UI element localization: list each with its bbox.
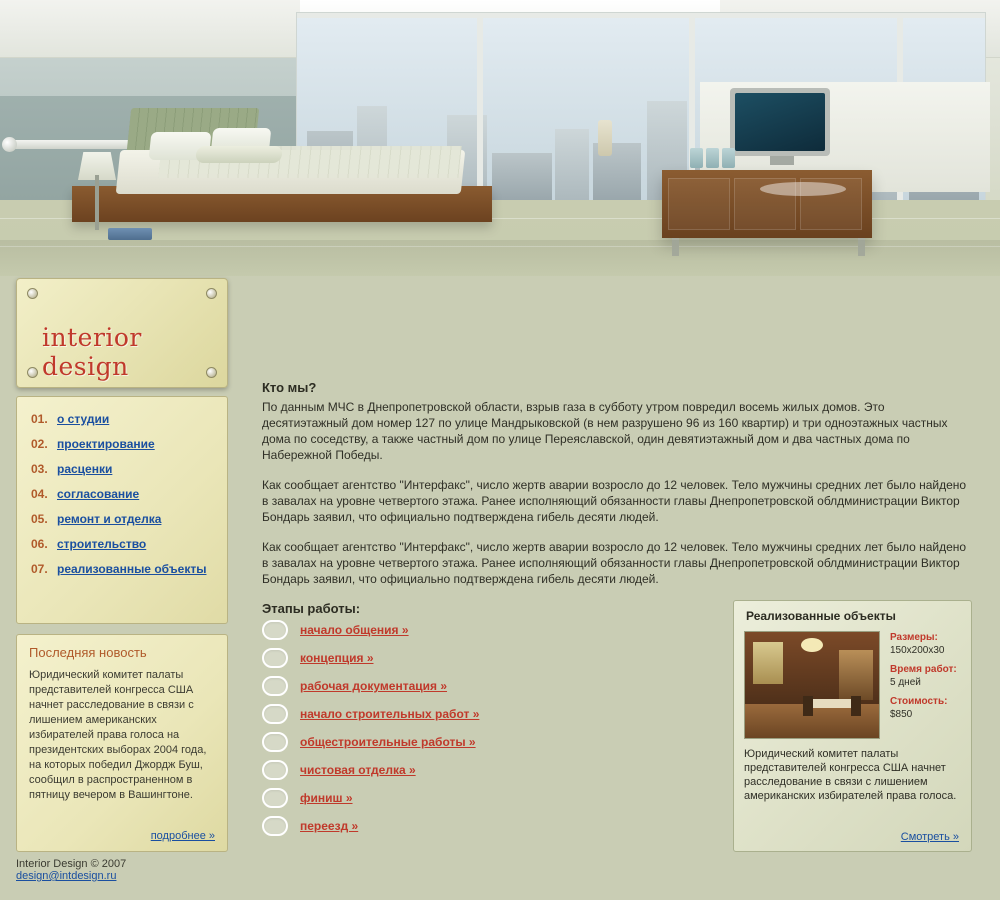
stage-link-koncepciya[interactable]: концепция » <box>300 651 374 665</box>
latest-news-box <box>16 634 228 852</box>
news-body: Юридический комитет палаты представителей конгресса США начнет расследование в связи с лишением американских избирателей права голоса на президентских выборах 2004 года, на которых победил Джордж Буш, сообщил в распространенном в пятницу вечером в Вашингтоне. <box>29 669 207 801</box>
bullet-icon <box>262 620 288 640</box>
lamp-stand <box>95 175 99 230</box>
nav-number: 04. <box>31 487 48 501</box>
stage-link-rabochaya-dokumentaciya[interactable]: рабочая документация » <box>300 679 448 693</box>
promo-view-link[interactable]: Смотреть » <box>900 831 959 843</box>
nav-item-remont-i-otdelka[interactable] <box>17 507 227 532</box>
bullet-icon <box>262 676 288 696</box>
nav-label[interactable]: о студии <box>57 412 110 426</box>
decor-plate <box>760 182 846 196</box>
nav-label[interactable]: расценки <box>57 462 113 476</box>
paragraph-2: Как сообщает агентство "Интерфакс", число жертв аварии возросло до 12 человек. Тело мужчины средних лет было найдено в завалах на уровне четвертого этажа. Ранее исполняющий обязанности главы Днепропетровской облдминистрации Виктор Бондарь заявил, что официально подтверждена гибель десяти людей. <box>262 478 967 524</box>
nav-label[interactable]: проектирование <box>57 437 155 451</box>
bullet-icon <box>262 704 288 724</box>
promo-title: Реализованные объекты <box>746 609 896 623</box>
stage-link-obshestroitelnye-raboty[interactable]: общестроительные работы » <box>300 735 476 749</box>
bullet-icon <box>262 732 288 752</box>
bullet-icon <box>262 760 288 780</box>
nav-label[interactable]: строительство <box>57 537 147 551</box>
spec-value-size: 150x200x30 <box>890 645 945 656</box>
nav-item-proektirovanie[interactable] <box>17 432 227 457</box>
page-title: Кто мы? <box>262 380 317 395</box>
site-title: interior design <box>42 323 142 381</box>
television <box>730 88 830 156</box>
promo-link-wrap[interactable] <box>901 831 959 843</box>
news-title: Последняя новость <box>29 645 147 660</box>
nav-number: 01. <box>31 412 48 426</box>
floor-shadow <box>0 240 1000 280</box>
nav-number: 06. <box>31 537 48 551</box>
nav-item-stroitelstvo[interactable] <box>17 532 227 557</box>
site-logo-plate[interactable] <box>16 278 228 388</box>
footer-email-link[interactable]: design@intdesign.ru <box>16 870 117 882</box>
news-more-link[interactable]: подробнее » <box>150 830 215 842</box>
nav-label[interactable]: реализованные объекты <box>57 562 207 576</box>
screw-icon <box>27 367 38 378</box>
bolster-cushion <box>195 146 283 163</box>
sideboard <box>662 170 872 238</box>
main-navigation <box>16 396 228 624</box>
spec-value-duration: 5 дней <box>890 677 921 688</box>
footer-copyright: Interior Design © 2007 <box>16 858 127 870</box>
footer <box>16 858 316 882</box>
screw-icon <box>206 288 217 299</box>
books-stack <box>108 228 152 240</box>
hero-interior-photo <box>0 0 1000 280</box>
stages-title: Этапы работы: <box>262 601 361 616</box>
nav-item-o-studii[interactable] <box>17 407 227 432</box>
bullet-icon <box>262 788 288 808</box>
spec-key-duration: Время работ: <box>890 664 957 675</box>
nav-number: 05. <box>31 512 48 526</box>
nav-item-realizovannye-obekty[interactable] <box>17 557 227 582</box>
spec-key-size: Размеры: <box>890 632 938 643</box>
nav-label[interactable]: согласование <box>57 487 140 501</box>
nav-number: 07. <box>31 562 48 576</box>
tv-stand <box>770 156 794 165</box>
stage-link-finish[interactable]: финиш » <box>300 791 353 805</box>
paragraph-1: По данным МЧС в Днепропетровской области, взрыв газа в субботу утром повредил восемь жилых домов. Это десятиэтажный дом номер 127 по улице Мандрыковской (в нем разрушено 96 из 160 квартир) и три одноэтажных частных дома по соседству, а также частный дом по улице Переяславской, один девятиэтажный дом и два частных дома по Набережной Победы. <box>262 400 948 462</box>
bullet-icon <box>262 648 288 668</box>
nav-item-soglasovanie[interactable] <box>17 482 227 507</box>
stage-link-nachalo-stroitelnyh-rabot[interactable]: начало строительных работ » <box>300 707 480 721</box>
nav-item-rascenki[interactable] <box>17 457 227 482</box>
vase <box>598 120 612 156</box>
project-specs <box>880 631 957 739</box>
promo-text: Юридический комитет палаты представителей конгресса США начнет расследование в связи с лишением американских избирателей права голоса. <box>744 748 957 802</box>
stage-link-chistovaya-otdelka[interactable]: чистовая отделка » <box>300 763 416 777</box>
project-thumbnail[interactable] <box>744 631 880 739</box>
stage-link-nachalo-obsheniya[interactable]: начало общения » <box>300 623 409 637</box>
stage-link-pereezd[interactable]: переезд » <box>300 819 359 833</box>
nav-number: 02. <box>31 437 48 451</box>
spec-value-price: $850 <box>890 709 913 720</box>
nav-label[interactable]: ремонт и отделка <box>57 512 162 526</box>
spec-key-price: Стоимость: <box>890 696 948 707</box>
paragraph-3: Как сообщает агентство "Интерфакс", число жертв аварии возросло до 12 человек. Тело мужчины средних лет было найдено в завалах на уровне четвертого этажа. Ранее исполняющий обязанности главы Днепропетровской облдминистрации Виктор Бондарь заявил, что официально подтверждена гибель десяти людей. <box>262 540 967 586</box>
completed-projects-promo <box>733 600 972 852</box>
bullet-icon <box>262 816 288 836</box>
screw-icon <box>27 288 38 299</box>
news-more-link-wrap[interactable] <box>151 830 215 842</box>
nav-number: 03. <box>31 462 48 476</box>
